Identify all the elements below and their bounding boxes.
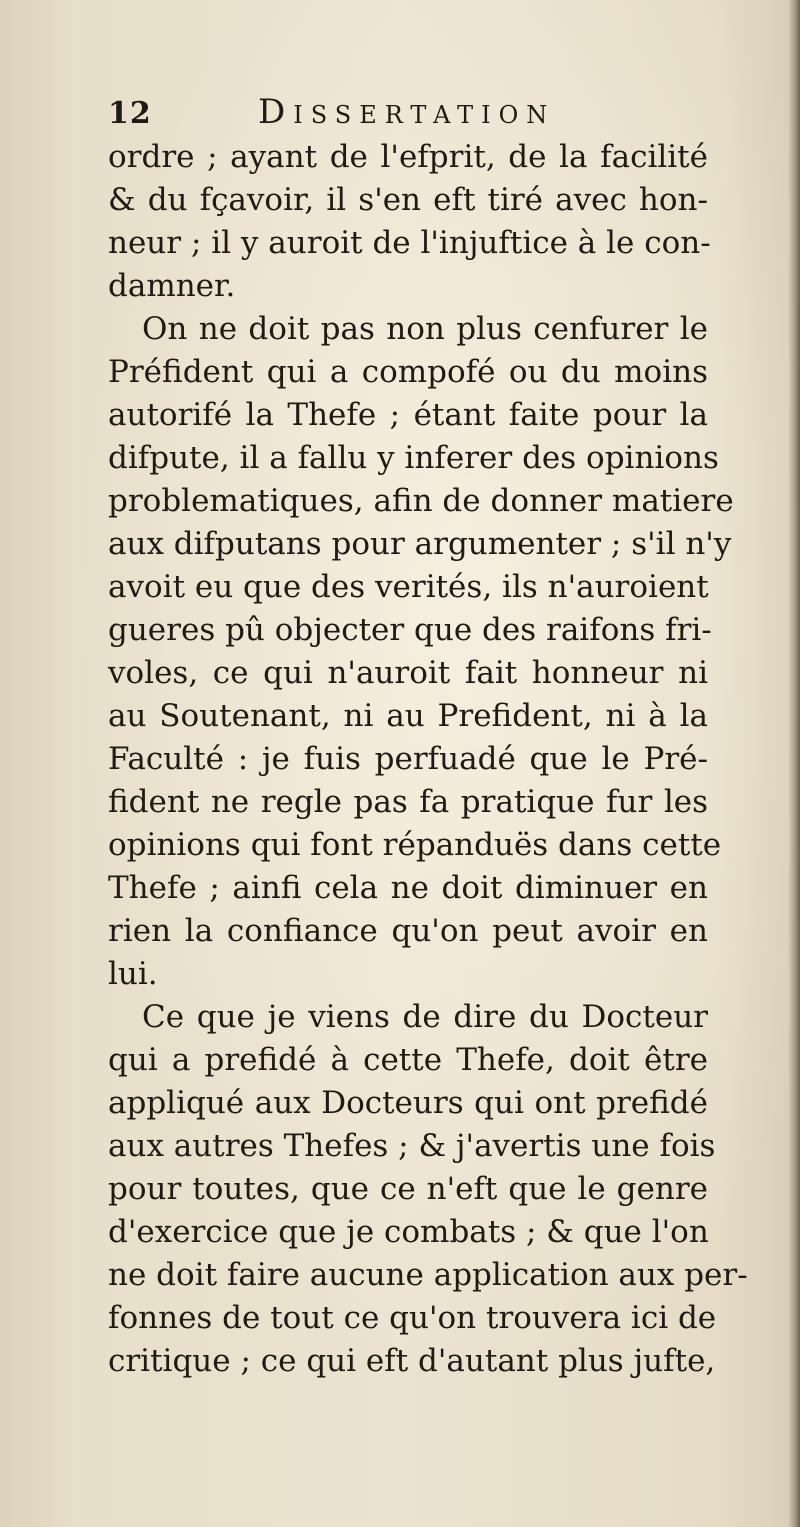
- text-line: qui a prefidé à cette Thefe, doit être: [108, 1042, 708, 1078]
- text-line: avoit eu que des verités, ils n'auroient: [108, 569, 709, 605]
- text-line: damner.: [108, 268, 236, 304]
- paragraph-start-line: Ce que je viens de dire du Docteur: [142, 999, 708, 1035]
- text-line: & du fçavoir, il s'en eft tiré avec hon-: [108, 182, 708, 218]
- page-header: [108, 92, 668, 140]
- text-line: Préfident qui a compofé ou du moins: [108, 354, 708, 390]
- text-line: fonnes de tout ce qu'on trouvera ici de: [108, 1300, 717, 1336]
- page-number: 12: [108, 96, 152, 131]
- text-line: Faculté : je fuis perfuadé que le Pré-: [108, 741, 708, 777]
- text-line: problematiques, afin de donner matiere: [108, 483, 734, 519]
- text-line: critique ; ce qui eft d'autant plus jufte,: [108, 1343, 716, 1379]
- paragraph-start-line: On ne doit pas non plus cenfurer le: [142, 311, 708, 347]
- text-line: ne doit faire aucune application aux per-: [108, 1257, 748, 1293]
- text-line: pour toutes, que ce n'eft que le genre: [108, 1171, 708, 1207]
- text-line: Thefe ; ainfi cela ne doit diminuer en: [108, 870, 708, 906]
- text-line: ordre ; ayant de l'efprit, de la facilité: [108, 139, 708, 175]
- text-line: difpute, il a fallu y inferer des opinions: [108, 440, 719, 476]
- text-line: rien la confiance qu'on peut avoir en: [108, 913, 708, 949]
- text-line: voles, ce qui n'auroit fait honneur ni: [108, 655, 708, 691]
- text-line: neur ; il y auroit de l'injuftice à le con-: [108, 225, 711, 261]
- text-line: fident ne regle pas fa pratique fur les: [108, 784, 708, 820]
- text-line: appliqué aux Docteurs qui ont prefidé: [108, 1085, 708, 1121]
- text-line: aux difputans pour argumenter ; s'il n'y: [108, 526, 732, 562]
- text-line: opinions qui font répanduës dans cette: [108, 827, 722, 863]
- text-line: d'exercice que je combats ; & que l'on: [108, 1214, 709, 1250]
- text-line: aux autres Thefes ; & j'avertis une fois: [108, 1128, 716, 1164]
- text-line: gueres pû objecter que des raifons fri-: [108, 612, 712, 648]
- body-text: [108, 136, 748, 1383]
- text-line: au Soutenant, ni au Prefident, ni à la: [108, 698, 708, 734]
- text-line: lui.: [108, 956, 158, 992]
- running-head: Dissertation: [258, 92, 556, 132]
- page-gutter-shadow: [788, 0, 800, 1527]
- text-line: autorifé la Thefe ; étant faite pour la: [108, 397, 708, 433]
